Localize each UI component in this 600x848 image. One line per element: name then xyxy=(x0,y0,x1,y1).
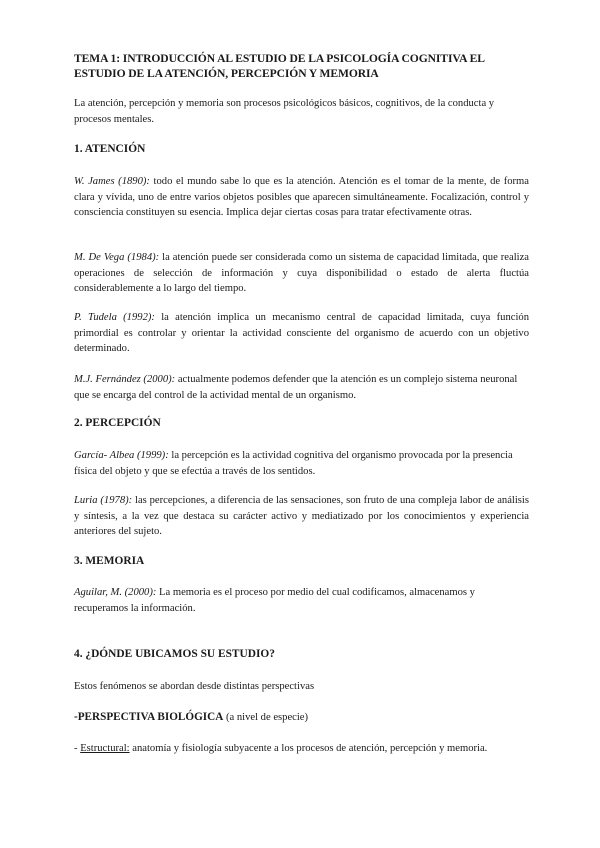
author-citation: M.J. Fernández (2000): xyxy=(74,374,176,385)
structural-label: Estructural: xyxy=(80,743,130,754)
author-citation: Aguilar, M. (2000): xyxy=(74,587,157,598)
bullet-dash: - xyxy=(74,743,81,754)
author-citation: M. De Vega (1984): xyxy=(74,252,160,263)
definition-text: la percepción es la actividad cognitiva del organismo provocada por la presencia física del objeto y que se efectúa a través de los sentidos. xyxy=(74,450,513,477)
definition-text: la atención puede ser considerada como un sistema de capacidad limitada, que realiza operaciones de selección de información y cuya disponibilidad o estado de alerta fluctúa considerablemente a lo largo del tiempo. xyxy=(74,252,529,295)
perspective-label: -PERSPECTIVA BIOLÓGICA xyxy=(74,711,224,723)
definition-text: actualmente podemos defender que la atención es un complejo sistema neuronal que se encarga del control de la actividad mental de un organismo. xyxy=(74,374,518,401)
section-heading-atencion: 1. ATENCIÓN xyxy=(74,143,146,155)
definition-paragraph xyxy=(74,493,529,540)
section-heading-memoria: 3. MEMORIA xyxy=(74,555,145,567)
definition-text: La memoria es el proceso por medio del cual codificamos, almacenamos y recuperamos la información. xyxy=(74,587,475,614)
definition-paragraph xyxy=(74,448,529,479)
author-citation: García- Albea (1999): xyxy=(74,450,169,461)
section-intro-text: Estos fenómenos se abordan desde distintas perspectivas xyxy=(74,681,315,692)
definition-text: la atención implica un mecanismo central de capacidad limitada, cuya función primordial es controlar y orientar la actividad consciente del organismo de acuerdo con un objetivo determinado. xyxy=(74,312,529,355)
section-heading-ubicacion: 4. ¿DÓNDE UBICAMOS SU ESTUDIO? xyxy=(74,648,275,660)
author-citation: P. Tudela (1992): xyxy=(74,312,155,323)
definition-text: las percepciones, a diferencia de las sensaciones, son fruto de una compleja labor de análisis y síntesis, a la vez que destaca su carácter activo y mediatizado por los conocimientos y experiencia anteriores del sujeto. xyxy=(74,495,529,538)
perspective-line xyxy=(74,710,529,726)
perspective-note: (a nivel de especie) xyxy=(223,712,309,723)
definition-paragraph xyxy=(74,250,529,297)
definition-paragraph xyxy=(74,372,529,403)
definition-paragraph xyxy=(74,174,529,221)
author-citation: W. James (1890): xyxy=(74,176,150,187)
definition-text: todo el mundo sabe lo que es la atención. Atención es el tomar de la mente, de forma clara y vívida, uno de entre varios objetos posibles que aparecen simultáneamente. Focalización, control y consciencia constituyen su esencia. Implica dejar ciertas cosas para tratar efectivamente otras. xyxy=(74,176,529,219)
definition-paragraph xyxy=(74,310,529,357)
section-heading-percepcion: 2. PERCEPCIÓN xyxy=(74,417,161,429)
author-citation: Luria (1978): xyxy=(74,495,133,506)
document-title: TEMA 1: INTRODUCCIÓN AL ESTUDIO DE LA PSICOLOGÍA COGNITIVA EL ESTUDIO DE LA ATENCIÓN, PERCEPCIÓN Y MEMORIA xyxy=(74,52,485,80)
structural-line xyxy=(74,741,544,757)
structural-text: anatomía y fisiología subyacente a los procesos de atención, percepción y memoria. xyxy=(129,743,488,754)
definition-paragraph xyxy=(74,585,529,616)
intro-paragraph: La atención, percepción y memoria son procesos psicológicos básicos, cognitivos, de la conducta y procesos mentales. xyxy=(74,98,495,125)
